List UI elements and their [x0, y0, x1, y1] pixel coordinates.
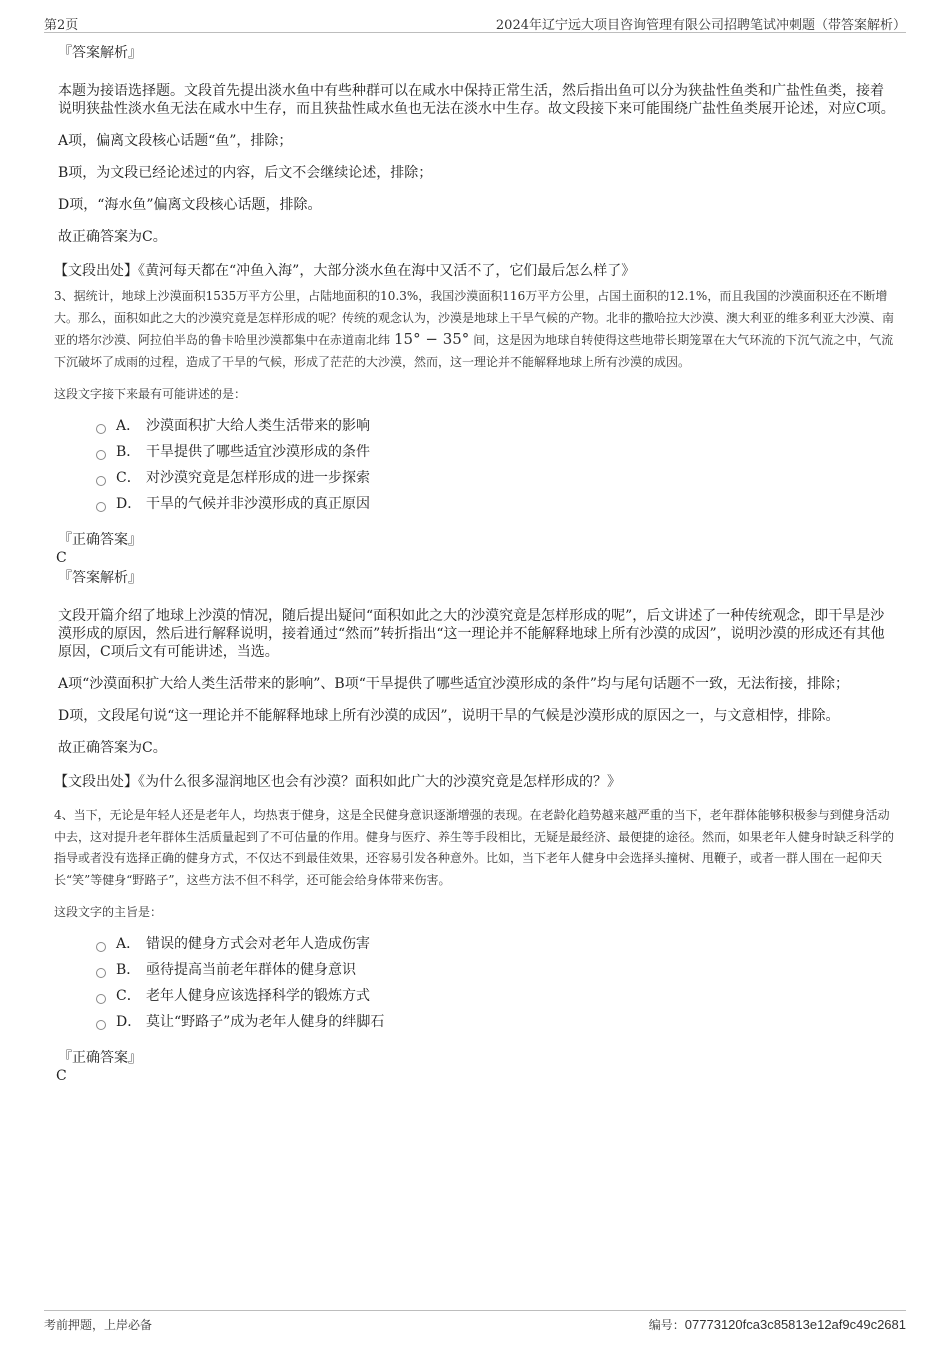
option-d[interactable]: D． 莫让“野路子”成为老年人健身的绊脚石 [96, 1013, 896, 1039]
question-4-text: 4、当下，无论是年轻人还是老年人，均热衷于健身，这是全民健身意识逐渐增强的表现。在老龄化趋势越来越严重的当下，老年群体能够积极参与到健身活动中去，这对提升老年群体生活质量起到了不可估量的作用。健身与医疗、养生等手段相比，无疑是最经济、最便捷的途径。然而，如果老年人健身时缺乏科学的指导或者没有选择正确的健身方式，不仅达不到最佳效果，还容易引发各种意外。比如，当下老年人健身中会选择头撞树、甩鞭子，或者一群人围在一起仰天长“笑”等健身“野路子”，这些方法不但不科学，还可能会给身体带来伤害。 [54, 808, 895, 887]
page-number: 第2页 [44, 18, 79, 33]
option-c[interactable]: C． 对沙漠究竟是怎样形成的进一步探索 [96, 469, 896, 495]
option-a[interactable]: A． 沙漠面积扩大给人类生活带来的影响 [96, 417, 896, 443]
analysis-paragraph: B项，为文段已经论述过的内容，后文不会继续论述，排除； [58, 165, 433, 181]
radio-icon[interactable] [96, 994, 106, 1004]
option-b[interactable]: B． 亟待提高当前老年群体的健身意识 [96, 961, 896, 987]
option-a[interactable]: A． 错误的健身方式会对老年人造成伤害 [96, 935, 896, 961]
passage-source: 【文段出处】《为什么很多湿润地区也会有沙漠？面积如此广大的沙漠究竟是怎样形成的？》 [54, 774, 621, 790]
analysis-paragraph: D项，文段尾句说“这一理论并不能解释地球上所有沙漠的成因”，说明干旱的气候是沙漠形成的原因之一，与文意相悖，排除。 [58, 708, 840, 724]
correct-answer: C [56, 1068, 67, 1084]
answer-label: 『正确答案』 [58, 532, 142, 548]
question-3-options [96, 417, 896, 521]
analysis-paragraph: A项，偏离文段核心话题“鱼”，排除； [58, 133, 293, 149]
footer-slogan: 考前押题，上岸必备 [44, 1318, 153, 1332]
analysis-paragraph: A项“沙漠面积扩大给人类生活带来的影响”、B项“干旱提供了哪些适宜沙漠形成的条件”均与尾句话题不一致，无法衔接，排除； [58, 676, 850, 692]
analysis-paragraph: 本题为接语选择题。文段首先提出淡水鱼中有些种群可以在咸水中保持正常生活，然后指出鱼可以分为狭盐性鱼类和广盐性鱼类，接着说明狭盐性淡水鱼无法在咸水中生存，而且狭盐性咸水鱼也无法在淡水中生存。故文段接下来可能围绕广盐性鱼类展开论述，对应C项。 [58, 83, 895, 117]
option-d[interactable]: D． 干旱的气候并非沙漠形成的真正原因 [96, 495, 896, 521]
radio-icon[interactable] [96, 502, 106, 512]
correct-answer: C [56, 550, 67, 566]
question-3-prompt: 这段文字接下来最有可能讲述的是： [54, 387, 247, 401]
answer-label: 『正确答案』 [58, 1050, 142, 1066]
option-b[interactable]: B． 干旱提供了哪些适宜沙漠形成的条件 [96, 443, 896, 469]
option-c[interactable]: C． 老年人健身应该选择科学的锻炼方式 [96, 987, 896, 1013]
latitude-formula: 15° − 35° [394, 330, 470, 348]
analysis-label: 『答案解析』 [58, 45, 142, 61]
page-content [56, 44, 896, 1087]
document-code: 编号：07773120fca3c85813e12af9c49c2681 [648, 1317, 906, 1332]
radio-icon[interactable] [96, 476, 106, 486]
page-header [44, 10, 906, 33]
radio-icon[interactable] [96, 942, 106, 952]
analysis-label: 『答案解析』 [58, 570, 142, 586]
analysis-paragraph: 文段开篇介绍了地球上沙漠的情况，随后提出疑问“面积如此之大的沙漠究竟是怎样形成的呢”，后文讲述了一种传统观念，即干旱是沙漠形成的原因，然后进行解释说明，接着通过“然而”转折指出“这一理论并不能解释地球上所有沙漠的成因”，说明沙漠的形成还有其他原因，C项后文有可能讲述，当选。 [58, 608, 885, 660]
passage-source: 【文段出处】《黄河每天都在“冲鱼入海”，大部分淡水鱼在海中又活不了，它们最后怎么样了》 [54, 263, 636, 279]
analysis-conclusion: 故正确答案为C。 [58, 229, 167, 245]
question-3-text: 3、据统计，地球上沙漠面积1535万平方公里，占陆地面积的10.3%，我国沙漠面积116万平方公里，占国土面积的12.1%，而且我国的沙漠面积还在不断增大。那么，面积如此之大的沙漠究竟是怎样形成的呢？传统的观念认为，沙漠是地球上干旱气候的产物。北非的撒哈拉大沙漠、澳大利亚的维多利亚大沙漠、南亚的塔尔沙漠、阿拉伯半岛的鲁卡哈里沙漠都集中在赤道南北纬 15° − 35° 间，这是因为地球自转使得这些地带长期笼罩在大气环流的下沉气流之中，气流下沉破坏了成雨的过程，造成了干旱的气候，形成了茫茫的大沙漠，然而，这一理论并不能解释地球上所有沙漠的成因。 [54, 289, 895, 369]
radio-icon[interactable] [96, 968, 106, 978]
question-4-options [96, 935, 896, 1039]
analysis-conclusion: 故正确答案为C。 [58, 740, 167, 756]
analysis-paragraph: D项，“海水鱼”偏离文段核心话题，排除。 [58, 197, 322, 213]
radio-icon[interactable] [96, 450, 106, 460]
radio-icon[interactable] [96, 1020, 106, 1030]
document-title: 2024年辽宁远大项目咨询管理有限公司招聘笔试冲刺题（带答案解析） [495, 18, 906, 33]
question-4-prompt: 这段文字的主旨是： [54, 905, 163, 919]
radio-icon[interactable] [96, 424, 106, 434]
page-footer [44, 1310, 906, 1335]
